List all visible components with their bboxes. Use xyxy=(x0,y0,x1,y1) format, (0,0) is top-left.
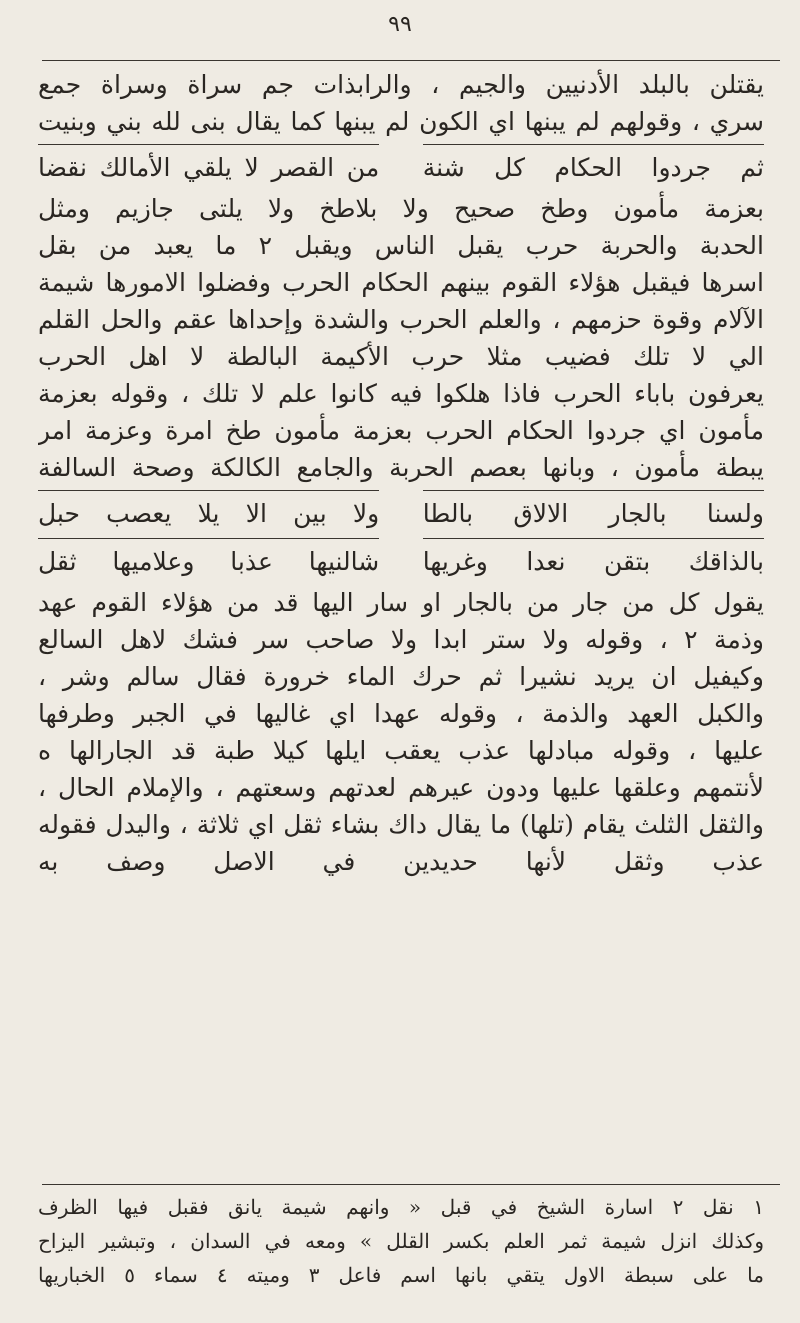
text-line: عليها ، وقوله مبادلها عذب يعقب ايلها كيلا طبة قد الجارالها ه xyxy=(38,736,764,765)
header-rule xyxy=(42,60,780,61)
text-line: يبطة مأمون ، وبانها بعصم الحربة والجامع الكالكة وصحة السالفة xyxy=(38,453,764,482)
text-line: يعرفون باباء الحرب فاذا هلكوا فيه كانوا علم لا تلك ، وقوله بعزمة xyxy=(38,379,764,408)
verse-second-hemistich: شالنيها عذبا وعلاميها ثقل xyxy=(38,547,380,576)
text-line: يقتلن بالبلد الأدنيين والجيم ، والرابذات جم سراة وسراة جمع xyxy=(38,70,764,99)
footnote-rule xyxy=(42,1184,780,1185)
text-line: مأمون اي جردوا الحكام الحرب بعزمة مأمون طخ امرة وعزمة امر xyxy=(38,416,764,445)
poetry-verse xyxy=(38,542,764,582)
text-line: وكيفيل ان يريد نشيرا ثم حرك الماء خرورة فقال سالم وشر ، xyxy=(38,662,764,691)
verse-second-hemistich: من القصر لا يلقي الأمالك نقضا xyxy=(38,153,380,182)
text-line: الي لا تلك فضيب مثلا حرب الأكيمة البالطة لا اهل الحرب xyxy=(38,342,764,371)
verse-first-hemistich: ثم جردوا الحكام كل شنة xyxy=(422,153,764,182)
text-line: بعزمة مأمون وطخ صحيح ولا بلاطخ ولا يلتى جازيم ومثل xyxy=(38,194,764,223)
text-line: سري ، وقولهم لم يبنها اي الكون لم يبنها كما يقال بنى لله بني وبنيت xyxy=(38,107,764,136)
text-line: اسرها فيقبل هؤلاء القوم بينهم الحكام الحرب وفضلوا الامورها شيمة xyxy=(38,268,764,297)
text-line: والثقل الثلث يقام (تلها) ما يقال داك بشاء ثقل اي ثلاثة ، واليدل فقوله xyxy=(38,810,764,839)
text-line: يقول كل من جار من بالجار او سار اليها قد من هؤلاء القوم عهد xyxy=(38,588,764,617)
poetry-verse xyxy=(38,494,764,534)
text-line: الحدبة والحربة حرب يقبل الناس ويقبل ٢ ما يعبد من بقل xyxy=(38,231,764,260)
text-line: الآلام وقوة حزمهم ، والعلم الحرب والشدة وإحداها عقم والحل القلم xyxy=(38,305,764,334)
footnotes xyxy=(38,1190,764,1292)
footnote-line: ما على سبطة الاول يتقي بانها اسم فاعل ٣ وميته ٤ سماء ٥ الخباريها xyxy=(38,1263,764,1287)
verse-first-hemistich: بالذاقك بتقن نعدا وغريها xyxy=(422,547,764,576)
main-text xyxy=(38,66,764,880)
poetry-verse xyxy=(38,148,764,188)
text-line: عذب وثقل لأنها حديدين في الاصل وصف به xyxy=(38,847,764,876)
text-line: والكبل العهد والذمة ، وقوله عهدا اي غاليها في الجبر وطرفها xyxy=(38,699,764,728)
text-line: لأنتمهم وعلقها عليها ودون عيرهم لعدتهم وسعتهم ، والإملام الحال ، xyxy=(38,773,764,802)
text-line: وذمة ٢ ، وقوله ولا ستر ابدا ولا صاحب سر فشك لاهل السالع xyxy=(38,625,764,654)
footnote-line: ١ نقل ٢ اسارة الشيخ في قبل « وانهم شيمة يانق فقبل فيها الظرف xyxy=(38,1195,764,1219)
verse-second-hemistich: ولا بين الا يلا يعصب حبل xyxy=(38,499,380,528)
page-number: ٩٩ xyxy=(388,12,412,37)
verse-first-hemistich: ولسنا بالجار الالاق بالطا xyxy=(422,499,764,528)
footnote-line: وكذلك انزل شيمة ثمر العلم بكسر القلل » ومعه في السدان ، وتبشير اليزاح xyxy=(38,1229,764,1253)
